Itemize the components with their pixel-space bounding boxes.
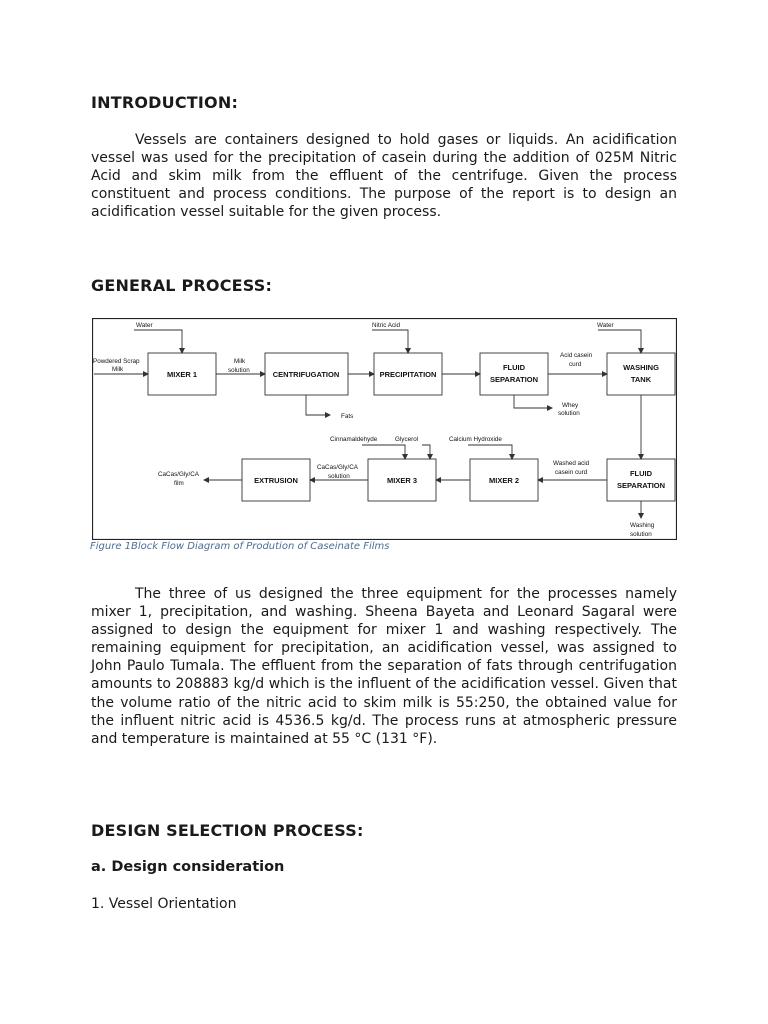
extrusion-label: EXTRUSION xyxy=(254,476,298,485)
fluid-separation-top-label-2: SEPARATION xyxy=(489,375,539,384)
stream-washing-solution-1: Washing xyxy=(630,522,655,529)
stream-acid-casein-1: Acid casein xyxy=(560,352,593,359)
stream-nitric-acid: Nitric Acid xyxy=(372,322,400,329)
block-flow-diagram-svg xyxy=(92,318,677,540)
block-flow-diagram xyxy=(92,318,677,540)
stream-glycerol: Glycerol xyxy=(395,436,419,443)
stream-whey-2: solution xyxy=(558,410,580,417)
mixer1-label: MIXER 1 xyxy=(166,370,198,379)
mixer3-label: MIXER 3 xyxy=(386,476,418,485)
centrifugation-label: CENTRIFUGATION xyxy=(272,370,340,379)
general-process-heading: GENERAL PROCESS: xyxy=(91,276,273,295)
stream-water-right: Water xyxy=(597,322,614,329)
stream-powdered-2: Milk xyxy=(112,366,124,373)
design-consideration-subheading: a. Design consideration xyxy=(91,859,285,875)
washing-tank-label-1: WASHING xyxy=(623,363,659,372)
stream-fats: Fats xyxy=(341,413,354,420)
introduction-heading: INTRODUCTION: xyxy=(91,93,239,112)
stream-cinnamaldehyde: Cinnamaldehyde xyxy=(330,436,378,443)
fluid-separation-bottom-label-1: FLUID xyxy=(629,469,653,478)
stream-milk-1: Milk xyxy=(234,358,246,365)
stream-calcium-hydroxide: Calcium Hydroxide xyxy=(449,436,502,443)
precipitation-label: PRECIPITATION xyxy=(379,370,437,379)
stream-washed-1: Washed acid xyxy=(553,460,590,467)
stream-cacas-solution-1: CaCas/Gly/CA xyxy=(317,464,358,471)
vessel-orientation-item: 1. Vessel Orientation xyxy=(91,896,237,912)
stream-cacas-film-2: film xyxy=(174,480,184,487)
stream-washing-solution-2: solution xyxy=(630,531,652,538)
fluid-separation-top-label-1: FLUID xyxy=(502,363,526,372)
stream-powdered-1: Powdered Scrap xyxy=(93,358,140,365)
stream-washed-2: casein curd xyxy=(555,469,588,476)
fluid-separation-bottom-label-2: SEPARATION xyxy=(616,481,666,490)
stream-whey-1: Whey xyxy=(562,402,579,409)
stream-water-left: Water xyxy=(136,322,153,329)
stream-cacas-film-1: CaCas/Gly/CA xyxy=(158,471,199,478)
washing-tank-label-2: TANK xyxy=(630,375,652,384)
stream-acid-casein-2: curd xyxy=(569,361,582,368)
stream-milk-2: solution xyxy=(228,367,250,374)
general-process-paragraph: The three of us designed the three equipment for the processes namely mixer 1, precipitation, and washing. Sheena Bayeta and Leonard Sagaral were assigned to design the equipment for mixer 1 and washing respectively. The remaining equipment for precipitation, an acidification vessel, was assigned to John Paulo Tumala. The effluent from the separation of fats through centrifugation amounts to 208883 kg/d which is the influent of the acidification vessel. Given that the volume ratio of the nitric acid to skim milk is 55:250, the obtained value for the influent nitric acid is 4536.5 kg/d. The process runs at atmospheric pressure and temperature is maintained at 55 °C (131 °F). xyxy=(91,586,677,747)
mixer2-label: MIXER 2 xyxy=(488,476,520,485)
design-selection-heading: DESIGN SELECTION PROCESS: xyxy=(91,821,364,840)
stream-cacas-solution-2: solution xyxy=(328,473,350,480)
figure-caption: Figure 1Block Flow Diagram of Prodution of Caseinate Films xyxy=(90,541,390,552)
introduction-paragraph: Vessels are containers designed to hold gases or liquids. An acidification vessel was used for the precipitation of casein during the addition of 025M Nitric Acid and skim milk from the effluent of the centrifuge. Given the process constituent and process conditions. The purpose of the report is to design an acidification vessel suitable for the given process. xyxy=(91,132,677,221)
